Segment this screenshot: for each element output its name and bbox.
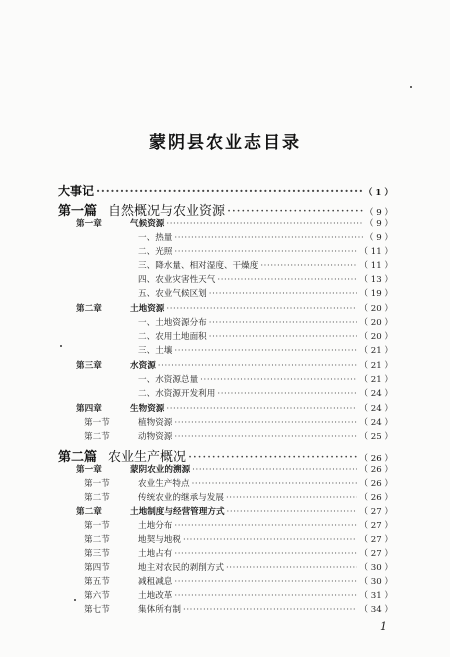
toc-entry[interactable] (58, 316, 393, 328)
toc-entry[interactable] (58, 330, 393, 342)
toc-entry-number: 第二章 (76, 304, 102, 314)
toc-entry[interactable] (58, 217, 393, 229)
toc-entry[interactable] (58, 402, 393, 414)
toc-entry-page: （ 27 ） (359, 549, 393, 559)
toc-entry-title: 传统农业的继承与发展 (138, 493, 224, 503)
toc-entry[interactable] (58, 589, 393, 601)
toc-entry-page: （ 21 ） (359, 346, 393, 356)
toc-entry[interactable] (58, 231, 393, 243)
toc-entry-number: 第四章 (76, 404, 102, 414)
toc-entry[interactable] (58, 416, 393, 428)
toc-entry-title: 三、降水量、相对湿度、干燥度 (138, 261, 259, 271)
toc-entry-page: （ 30 ） (359, 563, 393, 573)
toc-entry-title: 土地资源 (130, 304, 165, 314)
toc-entry-number: 第一节 (84, 418, 110, 428)
toc-entry[interactable] (58, 561, 393, 573)
leader-dots (174, 418, 357, 428)
leader-dots (226, 563, 357, 573)
toc-entry-title: 四、农业灾害性天气 (138, 275, 216, 285)
toc-entry-title: 土地改革 (138, 591, 173, 601)
toc-entry[interactable] (58, 603, 393, 615)
toc-entry-title: 蒙阴农业的溯源 (130, 465, 191, 475)
toc-entry-number: 第三节 (84, 549, 110, 559)
toc-entry-page: （ 24 ） (359, 404, 393, 414)
toc-entry-page: （ 27 ） (359, 535, 393, 545)
scan-speck (74, 599, 76, 601)
toc-entry-number: 第二节 (84, 493, 110, 503)
toc-entry[interactable] (58, 302, 393, 314)
toc-entry-number: 第五节 (84, 577, 110, 587)
toc-entry-number: 第四节 (84, 563, 110, 573)
leader-dots (166, 404, 357, 414)
toc-entry-title: 气候资源 (130, 219, 165, 229)
leader-dots (227, 507, 358, 517)
toc-entry-page: （ 21 ） (359, 361, 393, 371)
leader-dots (192, 479, 358, 489)
toc-entry-title: 二、农用土地面积 (138, 332, 207, 342)
toc-entry-page: （ 25 ） (359, 432, 393, 442)
toc-entry[interactable] (58, 344, 393, 356)
toc-entry-number: 第二节 (84, 432, 110, 442)
leader-dots (226, 493, 357, 503)
toc-entry[interactable] (58, 287, 393, 299)
leader-dots (174, 549, 357, 559)
toc-entry-page: （ 24 ） (359, 389, 393, 399)
toc-entry[interactable] (58, 430, 393, 442)
leader-dots (200, 375, 357, 385)
toc-entry-title: 自然概况与农业资源 (108, 204, 226, 219)
leader-dots (158, 361, 358, 371)
leader-dots (217, 389, 357, 399)
toc-entry-number: 第一章 (76, 219, 102, 229)
leader-dots (96, 184, 362, 198)
toc-entry-page: （ 20 ） (359, 318, 393, 328)
toc-entry-title: 农业生产特点 (138, 479, 190, 489)
leader-dots (209, 332, 358, 342)
toc-entry-title: 集体所有制 (138, 605, 181, 615)
leader-dots (166, 219, 362, 229)
toc-entry-title: 三、土壤 (138, 346, 173, 356)
toc-entry[interactable] (58, 387, 393, 399)
toc-entry-title: 水资源 (130, 361, 156, 371)
toc-entry[interactable] (58, 575, 393, 587)
toc-entry-page: （ 27 ） (359, 521, 393, 531)
toc-entry-page: （ 11 ） (359, 247, 393, 257)
toc-entry-page: （ 30 ） (359, 577, 393, 587)
toc-entry[interactable] (58, 463, 393, 475)
toc-entry-page: （ 34 ） (359, 605, 393, 615)
toc-entry[interactable] (58, 373, 393, 385)
leader-dots (183, 535, 357, 545)
page-title: 蒙阴县农业志目录 (149, 133, 301, 153)
toc-entry-title: 动物资源 (138, 432, 173, 442)
leader-dots (260, 261, 357, 271)
toc-entry-page: （ 9 ） (364, 208, 393, 218)
toc-entry-title: 植物资源 (138, 418, 173, 428)
leader-dots (174, 247, 357, 257)
toc-entry-title: 地主对农民的剥削方式 (138, 563, 224, 573)
toc-entry-title: 土地分布 (138, 521, 173, 531)
page-number: 1 (380, 620, 387, 633)
toc-entry[interactable] (58, 491, 393, 503)
toc-entry-page: （ 27 ） (359, 507, 393, 517)
toc-entry-title: 土地制度与经营管理方式 (130, 507, 225, 517)
toc-entry-page: （ 31 ） (359, 591, 393, 601)
toc-entry-page: （ 9 ） (364, 219, 393, 229)
toc-entry-title: 农业生产概况 (108, 450, 187, 465)
toc-entry-page: （ 21 ） (359, 375, 393, 385)
toc-entry[interactable] (58, 547, 393, 559)
toc-entry-page: （ 26 ） (359, 465, 393, 475)
toc-entry[interactable] (58, 519, 393, 531)
leader-dots (174, 591, 357, 601)
scan-speck (410, 86, 412, 88)
toc-entry-title: 一、热量 (138, 233, 173, 243)
toc-entry[interactable] (58, 182, 393, 199)
toc-entry[interactable] (58, 505, 393, 517)
leader-dots (174, 346, 357, 356)
toc-entry-page: （ 19 ） (359, 289, 393, 299)
toc-entry-number: 第六节 (84, 591, 110, 601)
leader-dots (166, 304, 357, 314)
toc-entry-page: （ 13 ） (359, 275, 393, 285)
toc-entry-number: 第三章 (76, 361, 102, 371)
toc-entry-page: （ 11 ） (359, 261, 393, 271)
toc-entry-title: 二、水资源开发利用 (138, 389, 216, 399)
toc-entry-page: （ 26 ） (359, 479, 393, 489)
toc-entry-number: 第二节 (84, 535, 110, 545)
leader-dots (174, 521, 357, 531)
toc-entry[interactable] (58, 533, 393, 545)
leader-dots (209, 318, 358, 328)
toc-entry-page: （ 1 ） (363, 188, 393, 198)
toc-entry-number: 第一节 (84, 479, 110, 489)
toc-entry-page: （ 9 ） (364, 233, 393, 243)
toc-entry-page: （ 26 ） (359, 454, 393, 464)
toc-entry[interactable] (58, 273, 393, 285)
toc-entry[interactable] (58, 245, 393, 257)
toc-entry-title: 生物资源 (130, 404, 165, 414)
toc-entry[interactable] (58, 477, 393, 489)
toc-entry-number: 第二篇 (58, 450, 98, 465)
toc-entry-page: （ 20 ） (359, 332, 393, 342)
toc-entry[interactable] (58, 259, 393, 271)
leader-dots (217, 275, 357, 285)
toc-entry-number: 第七节 (84, 605, 110, 615)
toc-entry[interactable] (58, 359, 393, 371)
leader-dots (174, 577, 357, 587)
leader-dots (174, 432, 357, 442)
toc-entry-number: 第二章 (76, 507, 102, 517)
toc-entry-number: 第一节 (84, 521, 110, 531)
toc-entry-page: （ 24 ） (359, 418, 393, 428)
toc-entry-page: （ 20 ） (359, 304, 393, 314)
toc-entry-number: 第一章 (76, 465, 102, 475)
toc-entry-title: 土地占有 (138, 549, 173, 559)
toc-entry-title: 一、水资源总量 (138, 375, 199, 385)
leader-dots (183, 605, 357, 615)
leader-dots (192, 465, 357, 475)
toc-entry-title: 减租减息 (138, 577, 173, 587)
toc-entry-title: 地契与地税 (138, 535, 181, 545)
toc-entry-page: （ 26 ） (359, 493, 393, 503)
scan-speck (60, 345, 62, 347)
toc-entry-title: 一、土地资源分布 (138, 318, 207, 328)
toc-entry-title: 二、光照 (138, 247, 173, 257)
toc-entry-number: 大事记 (58, 184, 95, 198)
toc-entry-title: 五、农业气候区划 (138, 289, 207, 299)
leader-dots (174, 233, 362, 243)
toc-entry-number: 第一篇 (58, 204, 98, 219)
leader-dots (209, 289, 358, 299)
